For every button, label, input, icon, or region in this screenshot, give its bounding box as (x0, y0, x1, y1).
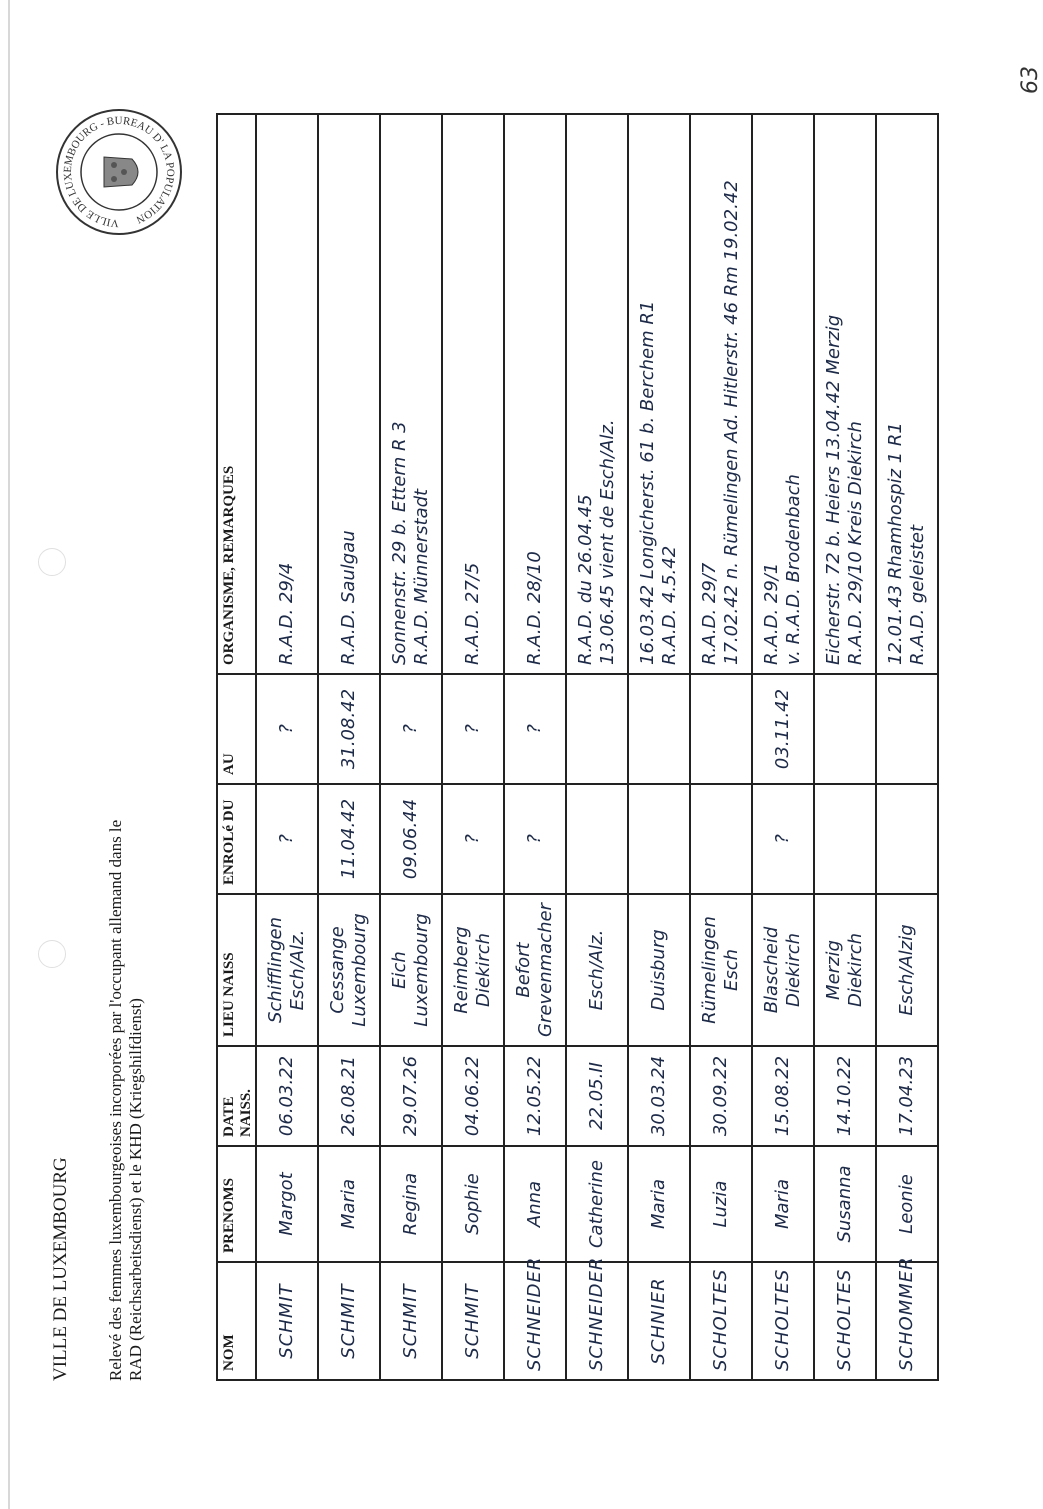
cell-nom: SCHOLTES (752, 1262, 814, 1380)
cell-prenom: Luzia (690, 1146, 752, 1262)
lieu-line1: Rümelingen (699, 916, 720, 1024)
cell-date: 17.04.23 (876, 1046, 938, 1146)
cell-remarques (442, 114, 504, 674)
page-number: 63 (1018, 66, 1043, 94)
remark-line1: R.A.D. 29/4 (276, 562, 297, 665)
remark-line1: R.A.D. du 26.04.45 (575, 494, 596, 665)
cell-remarques (814, 114, 876, 674)
cell-au (814, 674, 876, 784)
lieu-line2: Esch (721, 948, 742, 992)
lieu-line2: Diekirch (473, 932, 494, 1008)
cell-enrole: ? (504, 784, 566, 894)
cell-date: 12.05.22 (504, 1046, 566, 1146)
table-row (690, 114, 752, 1380)
document-header (50, 681, 146, 1381)
remark-line2: R.A.D. 4.5.42 (659, 545, 680, 665)
document-title: VILLE DE LUXEMBOURG (50, 1157, 71, 1381)
cell-lieu (318, 894, 380, 1046)
cell-date: 04.06.22 (442, 1046, 504, 1146)
remark-line2: 13.06.45 vient de Esch/Alz. (597, 419, 618, 665)
remark-line1: R.A.D. Saulgau (338, 530, 359, 665)
table-row (318, 114, 380, 1380)
table-row (256, 114, 318, 1380)
remark-line2: R.A.D. geleistet (907, 524, 928, 665)
cell-remarques (628, 114, 690, 674)
cell-date: 30.09.22 (690, 1046, 752, 1146)
cell-lieu (380, 894, 442, 1046)
lieu-line2: Grevenmacher (535, 903, 556, 1037)
cell-prenom: Catherine (566, 1146, 628, 1262)
cell-nom: SCHMIT (442, 1262, 504, 1380)
remark-line1: R.A.D. 27/5 (462, 562, 483, 665)
lieu-line2: Luxembourg (411, 913, 432, 1027)
cell-date: 15.08.22 (752, 1046, 814, 1146)
remark-line2: v. R.A.D. Brodenbach (783, 474, 804, 665)
cell-enrole (628, 784, 690, 894)
lieu-line1: Reimberg (451, 926, 472, 1014)
cell-date: 30.03.24 (628, 1046, 690, 1146)
lieu-line2: Luxembourg (349, 913, 370, 1027)
table-row (380, 114, 442, 1380)
cell-lieu (690, 894, 752, 1046)
cell-enrole: ? (256, 784, 318, 894)
table-body (256, 114, 938, 1380)
cell-prenom: Sophie (442, 1146, 504, 1262)
lieu-line1: Cessange (327, 926, 348, 1014)
cell-nom: SCHMIT (318, 1262, 380, 1380)
cell-enrole (814, 784, 876, 894)
cell-prenom: Maria (318, 1146, 380, 1262)
table-row (814, 114, 876, 1380)
lieu-line1: Blascheid (761, 926, 782, 1014)
cell-nom: SCHMIT (256, 1262, 318, 1380)
lieu-line1: Eich (389, 951, 410, 989)
cell-remarques (318, 114, 380, 674)
seal-text: VILLE DE LUXEMBOURG - BUREAU D' LA POPULATION (61, 114, 177, 230)
lieu-line2: Diekirch (845, 932, 866, 1008)
remark-line1: Sonnenstr. 29 b. Ettern R 3 (389, 421, 410, 665)
lieu-line1: Merzig (823, 940, 844, 1000)
header-nom: NOM (217, 1262, 256, 1380)
cell-enrole: 09.06.44 (380, 784, 442, 894)
cell-au (690, 674, 752, 784)
cell-enrole (876, 784, 938, 894)
header-remarques: ORGANISME, REMARQUES (217, 114, 256, 674)
seal-stamp-icon (54, 107, 184, 237)
header-prenoms: PRENOMS (217, 1146, 256, 1262)
city-seal (54, 107, 184, 237)
women-roster-table (216, 113, 939, 1381)
remark-line1: R.A.D. 29/1 (761, 562, 782, 665)
header-au: AU (217, 674, 256, 784)
cell-au: ? (256, 674, 318, 784)
lieu-line1: Befort (513, 942, 534, 998)
cell-prenom: Anna (504, 1146, 566, 1262)
lieu-line1: Esch/Alz. (586, 929, 607, 1011)
table-row (752, 114, 814, 1380)
cell-nom: SCHOLTES (814, 1262, 876, 1380)
cell-date: 06.03.22 (256, 1046, 318, 1146)
cell-lieu (814, 894, 876, 1046)
cell-prenom: Margot (256, 1146, 318, 1262)
lieu-line2: Diekirch (783, 932, 804, 1008)
cell-au (876, 674, 938, 784)
cell-date: 26.08.21 (318, 1046, 380, 1146)
cell-au: 31.08.42 (318, 674, 380, 784)
cell-prenom: Regina (380, 1146, 442, 1262)
cell-remarques (504, 114, 566, 674)
cell-au: ? (504, 674, 566, 784)
cell-remarques (752, 114, 814, 674)
cell-date: 22.05.II (566, 1046, 628, 1146)
cell-prenom: Susanna (814, 1146, 876, 1262)
remark-line2: R.A.D. 29/10 Kreis Diekirch (845, 421, 866, 665)
table-header-row (217, 114, 256, 1380)
remark-line1: 12.01.43 Rhamhospiz 1 R1 (885, 422, 906, 665)
remark-line1: R.A.D. 28/10 (524, 551, 545, 665)
remark-line1: R.A.D. 29/7 (699, 562, 720, 665)
remark-line1: Eicherstr. 72 b. Heiers 13.04.42 Merzig (823, 314, 844, 665)
table-row (504, 114, 566, 1380)
cell-au: 03.11.42 (752, 674, 814, 784)
cell-date: 29.07.26 (380, 1046, 442, 1146)
cell-prenom: Maria (628, 1146, 690, 1262)
cell-remarques (380, 114, 442, 674)
remark-line2: R.A.D. Münnerstadt (411, 488, 432, 665)
lieu-line2: Esch/Alz. (287, 929, 308, 1011)
header-date: DATE NAISS. (217, 1046, 256, 1146)
cell-nom: SCHNIER (628, 1262, 690, 1380)
document-subtitle-line1: Relevé des femmes luxembourgeoises incorporées par l'occupant allemand dans le (106, 819, 125, 1381)
cell-enrole (566, 784, 628, 894)
cell-au: ? (380, 674, 442, 784)
remark-line2: 17.02.42 n. Rümelingen Ad. Hitlerstr. 46 Rm 19.02.42 (721, 180, 742, 665)
cell-lieu (442, 894, 504, 1046)
table-row (876, 114, 938, 1380)
cell-enrole: 11.04.42 (318, 784, 380, 894)
cell-lieu (566, 894, 628, 1046)
cell-au (628, 674, 690, 784)
table-row (442, 114, 504, 1380)
table-row (628, 114, 690, 1380)
cell-nom: SCHNEIDER (504, 1262, 566, 1380)
header-enrole: ENROLé DU (217, 784, 256, 894)
cell-enrole (690, 784, 752, 894)
table-row (566, 114, 628, 1380)
cell-lieu (876, 894, 938, 1046)
cell-enrole: ? (442, 784, 504, 894)
cell-remarques (256, 114, 318, 674)
cell-remarques (690, 114, 752, 674)
cell-au: ? (442, 674, 504, 784)
document-subtitle-line2: RAD (Reichsarbeitsdienst) et le KHD (Kriegshilfdienst) (126, 998, 145, 1381)
cell-nom: SCHOMMER (876, 1262, 938, 1380)
header-lieu: LIEU NAISS (217, 894, 256, 1046)
cell-lieu (628, 894, 690, 1046)
cell-nom: SCHOLTES (690, 1262, 752, 1380)
cell-date: 14.10.22 (814, 1046, 876, 1146)
cell-prenom: Leonie (876, 1146, 938, 1262)
cell-nom: SCHNEIDER (566, 1262, 628, 1380)
cell-lieu (504, 894, 566, 1046)
cell-au (566, 674, 628, 784)
cell-lieu (256, 894, 318, 1046)
remark-line1: 16.03.42 Longicherst. 61 b. Berchem R1 (637, 300, 658, 665)
cell-enrole: ? (752, 784, 814, 894)
lieu-line1: Schifflingen (265, 916, 286, 1024)
cell-nom: SCHMIT (380, 1262, 442, 1380)
cell-prenom: Maria (752, 1146, 814, 1262)
cell-lieu (752, 894, 814, 1046)
cell-remarques (876, 114, 938, 674)
lieu-line1: Duisburg (648, 929, 669, 1011)
cell-remarques (566, 114, 628, 674)
lieu-line1: Esch/Alzig (896, 924, 917, 1016)
